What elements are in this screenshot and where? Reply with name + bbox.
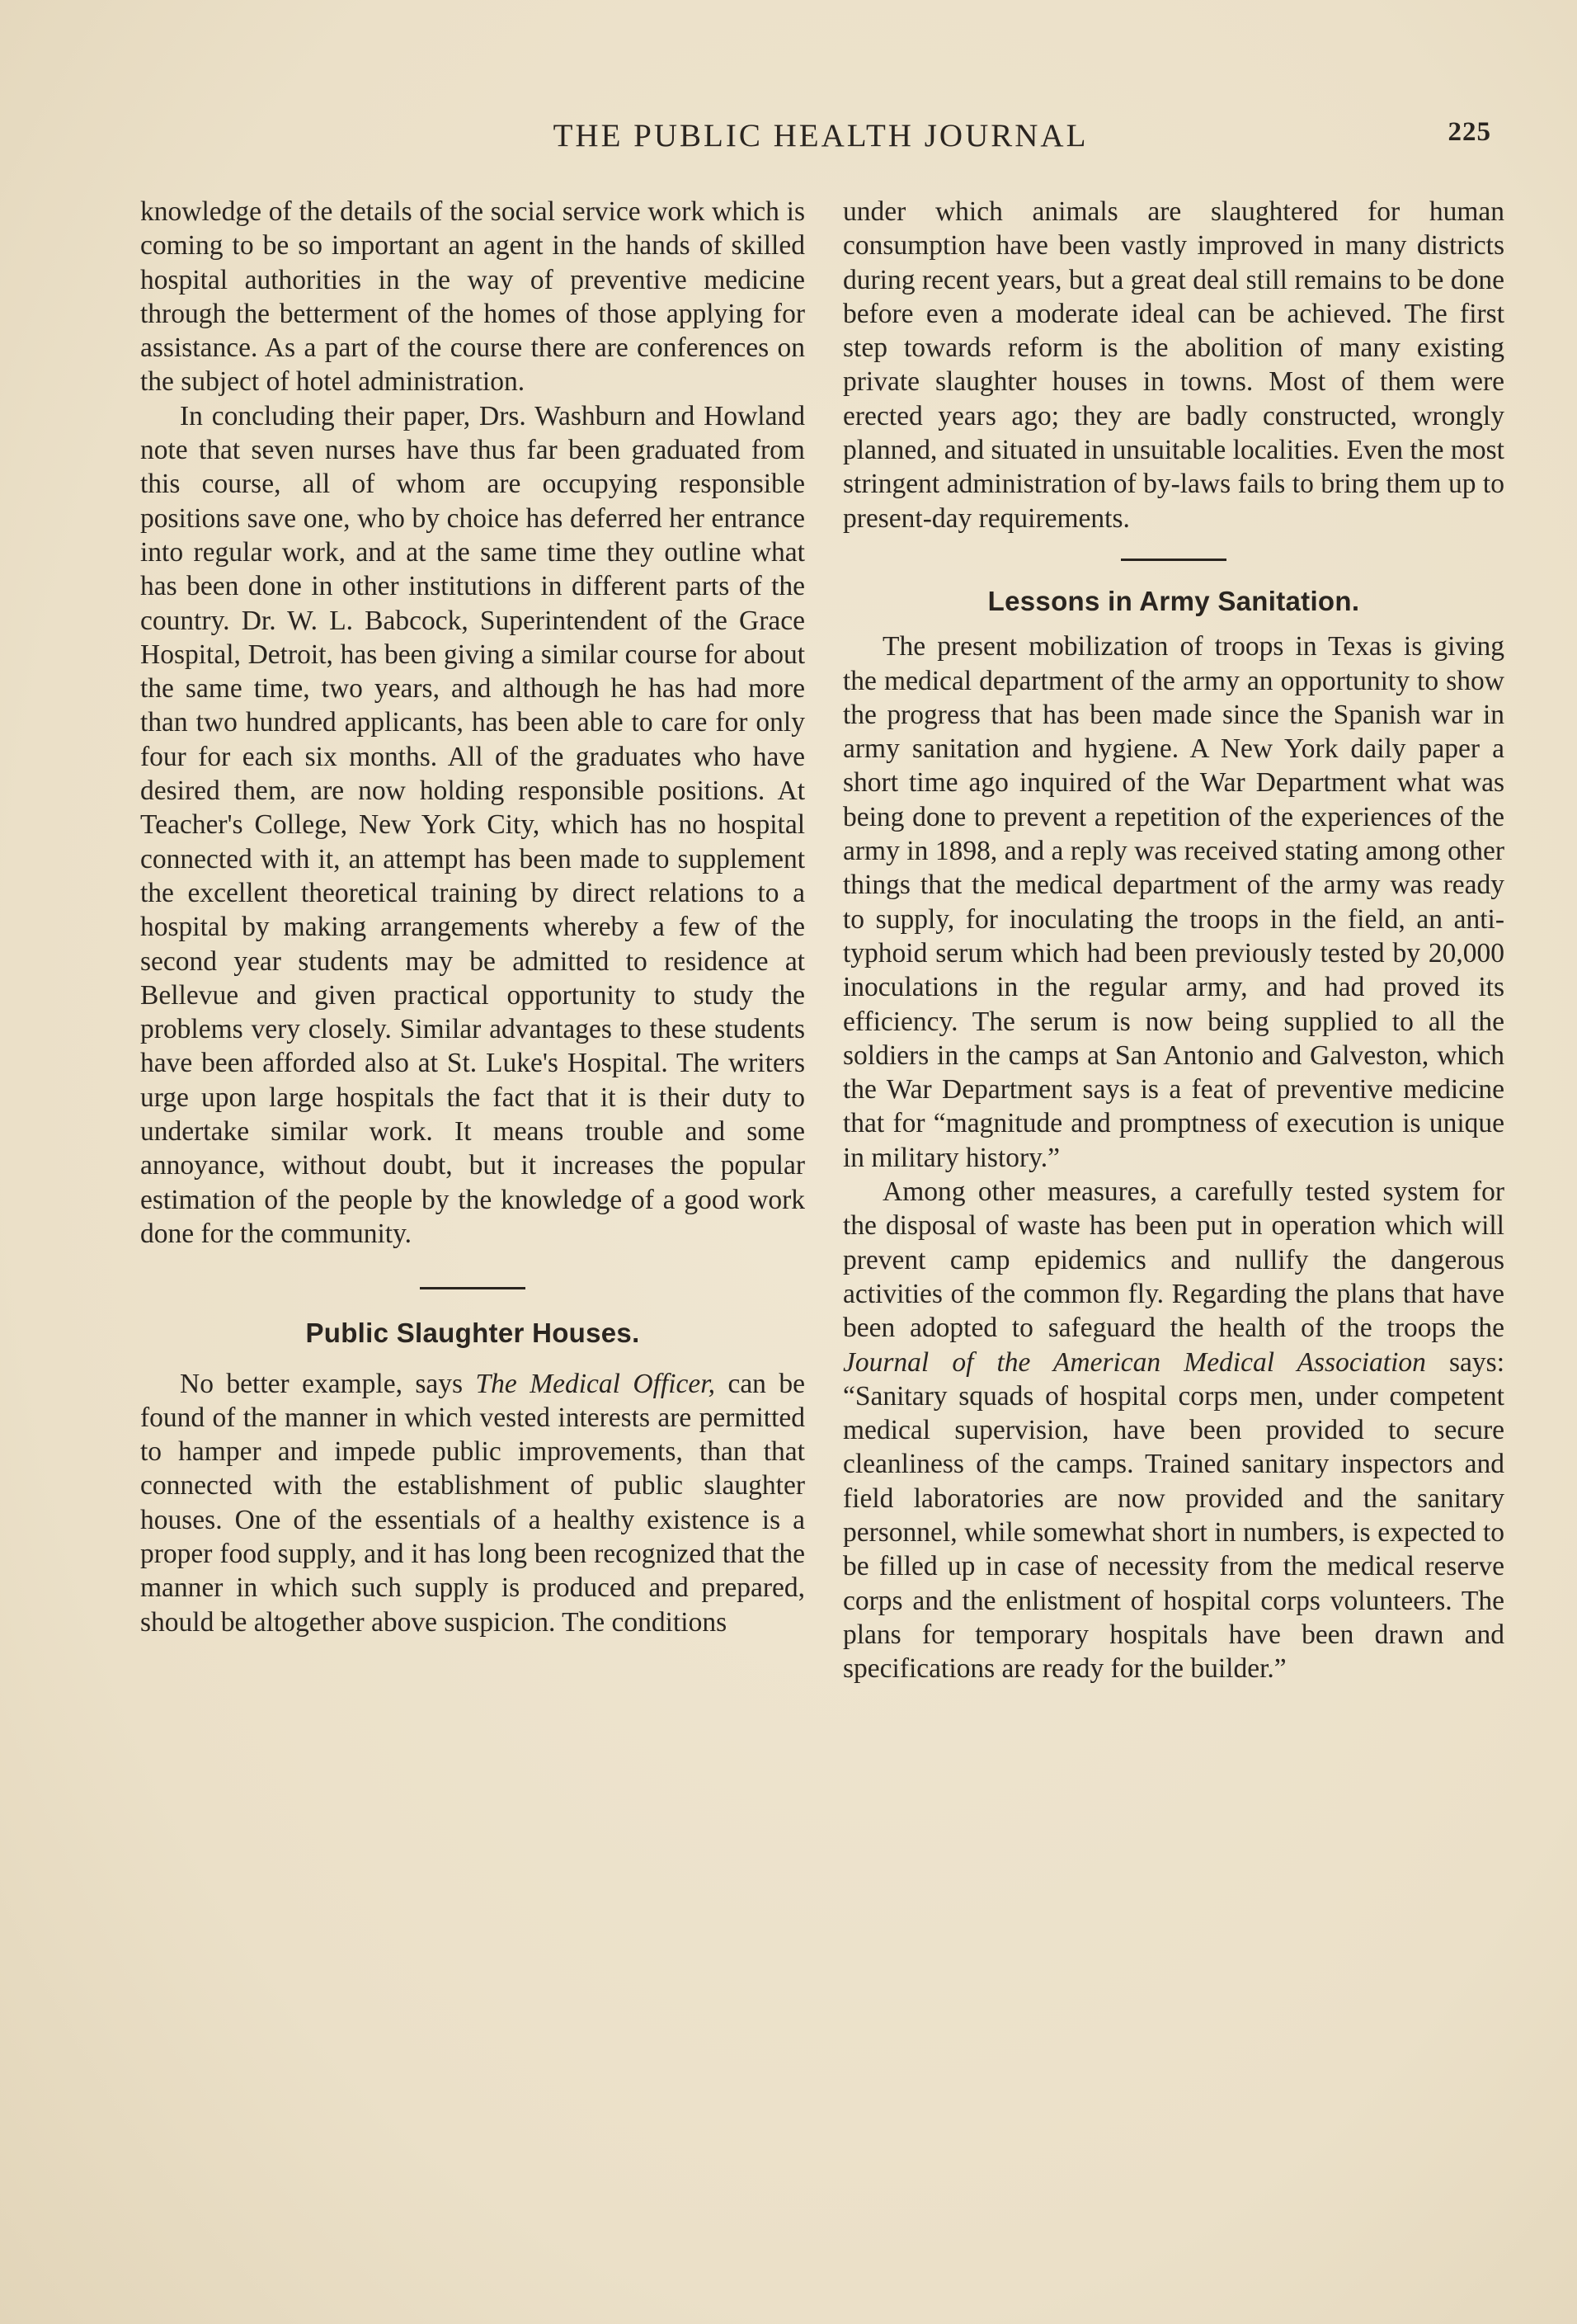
paragraph-concluding: In concluding their paper, Drs. Washburn and Howland note that seven nurses have thus far been graduated from this course, all of whom are occupying responsible positions save one, who by choice has deferred her entrance into regular work, and at the same time they outline what has been done in other institutions in different parts of the country. Dr. W. L. Babcock, Superintendent of the Grace Hospital, Detroit, has been giving a similar course for about the same time, two years, and although he has had more than two hundred applicants, has been able to care for only four for each six months. All of the graduates who have desired them, are now holding responsible positions. At Teacher's College, New York City, which has no hospital connected with it, an attempt has been made to supplement the excellent theoretical training by direct relations to a hospital by making arrangements whereby a few of the second year students may be admitted to residence at Bellevue and given practical opportunity to study the problems very closely. Similar advantages to these students have been afforded also at St. Luke's Hospital. The writers urge upon large hospitals the fact that it is their duty to undertake similar work. It means trouble and some annoyance, without doubt, but it increases the popular estimation of the people by the knowledge of a good work done for the community. bbox=[140, 400, 805, 1249]
text-run: says: “Sanitary squads of hospital corps men, under competent medical supervision, have been provided to secure cleanliness of the camps. Trained sanitary inspectors and field laboratories are now provided and the sanitary personnel, while somewhat short in numbers, is expected to be filled up in case of necessity from the medical reserve corps and the enlistment of hospital corps volunteers. The plans for temporary hospitals have been drawn and specifications are ready for the builder.” bbox=[843, 1346, 1505, 1685]
paragraph-continued-right: under which animals are slaughtered for human consumption have been vastly improved in many districts during recent years, but a great deal still remains to be done before even a moderate ideal can be achieved. The first step towards reform is the abolition of many existing private slaughter houses in towns. Most of them were erected years ago; they are badly constructed, wrongly planned, and situated in unsuitable localities. Even the most stringent administration of by-laws fails to bring them up to present-day requirements. bbox=[843, 196, 1504, 534]
publication-title: The Medical Officer, bbox=[475, 1368, 715, 1399]
paragraph-slaughter-houses bbox=[140, 1367, 805, 1639]
page-header bbox=[140, 117, 1501, 158]
section-heading-army-sanitation: Lessons in Army Sanitation. bbox=[987, 585, 1360, 616]
running-head: THE PUBLIC HEALTH JOURNAL bbox=[553, 118, 1089, 153]
page-number: 225 bbox=[1448, 117, 1491, 147]
text-run: Among other measures, a carefully tested system for the disposal of waste has been put in operation which will prevent camp epidemics and nullify the dangerous activities of the common fly. Regarding the plans that have been adopted to safeguard the health of the troops the bbox=[843, 1176, 1504, 1344]
section-divider bbox=[420, 1287, 525, 1289]
section-divider bbox=[1121, 559, 1226, 561]
paragraph-mobilization: The present mobilization of troops in Texas is giving the medical department of the army an opportunity to show the progress that has been made since the Spanish war in army sanitation and hygiene. A New York daily paper a short time ago inquired of the War Department what was being done to prevent a repetition of the experiences of the army in 1898, and a reply was received stating among other things that the medical department of the army was ready to supply, for inoculating the troops in the field, an anti-typhoid serum which had been previously tested by 20,000 inoculations in the regular army, and had proved its efficiency. The serum is now being supplied to all the soldiers in the camps at San Antonio and Galveston, which the War Department says is a feat of preventive medicine that for “magnitude and promptness of execution is unique in military history.” bbox=[843, 631, 1504, 1173]
right-column bbox=[843, 195, 1504, 1685]
left-column bbox=[140, 195, 805, 1639]
paragraph-other-measures bbox=[843, 1175, 1504, 1685]
text-run: can be found of the manner in which vested interests are permitted to hamper and impede public improvements, than that connected with the establishment of public slaughter houses. One of the essentials of a healthy existence is a proper food supply, and it has long been recognized that the manner in which such supply is produced and prepared, should be altogether above suspicion. The conditions bbox=[140, 1368, 806, 1638]
section-heading-slaughter-houses: Public Slaughter Houses. bbox=[305, 1318, 640, 1349]
text-run: No better example, says bbox=[180, 1368, 476, 1399]
paragraph-continued: knowledge of the details of the social service work which is coming to be so important an agent in the hands of skilled hospital authorities in the way of preventive medicine through the betterment of the homes of those applying for assistance. As a part of the course there are conferences on the subject of hotel administration. bbox=[140, 196, 805, 398]
publication-title: Journal of the American Medical Association bbox=[843, 1346, 1426, 1378]
